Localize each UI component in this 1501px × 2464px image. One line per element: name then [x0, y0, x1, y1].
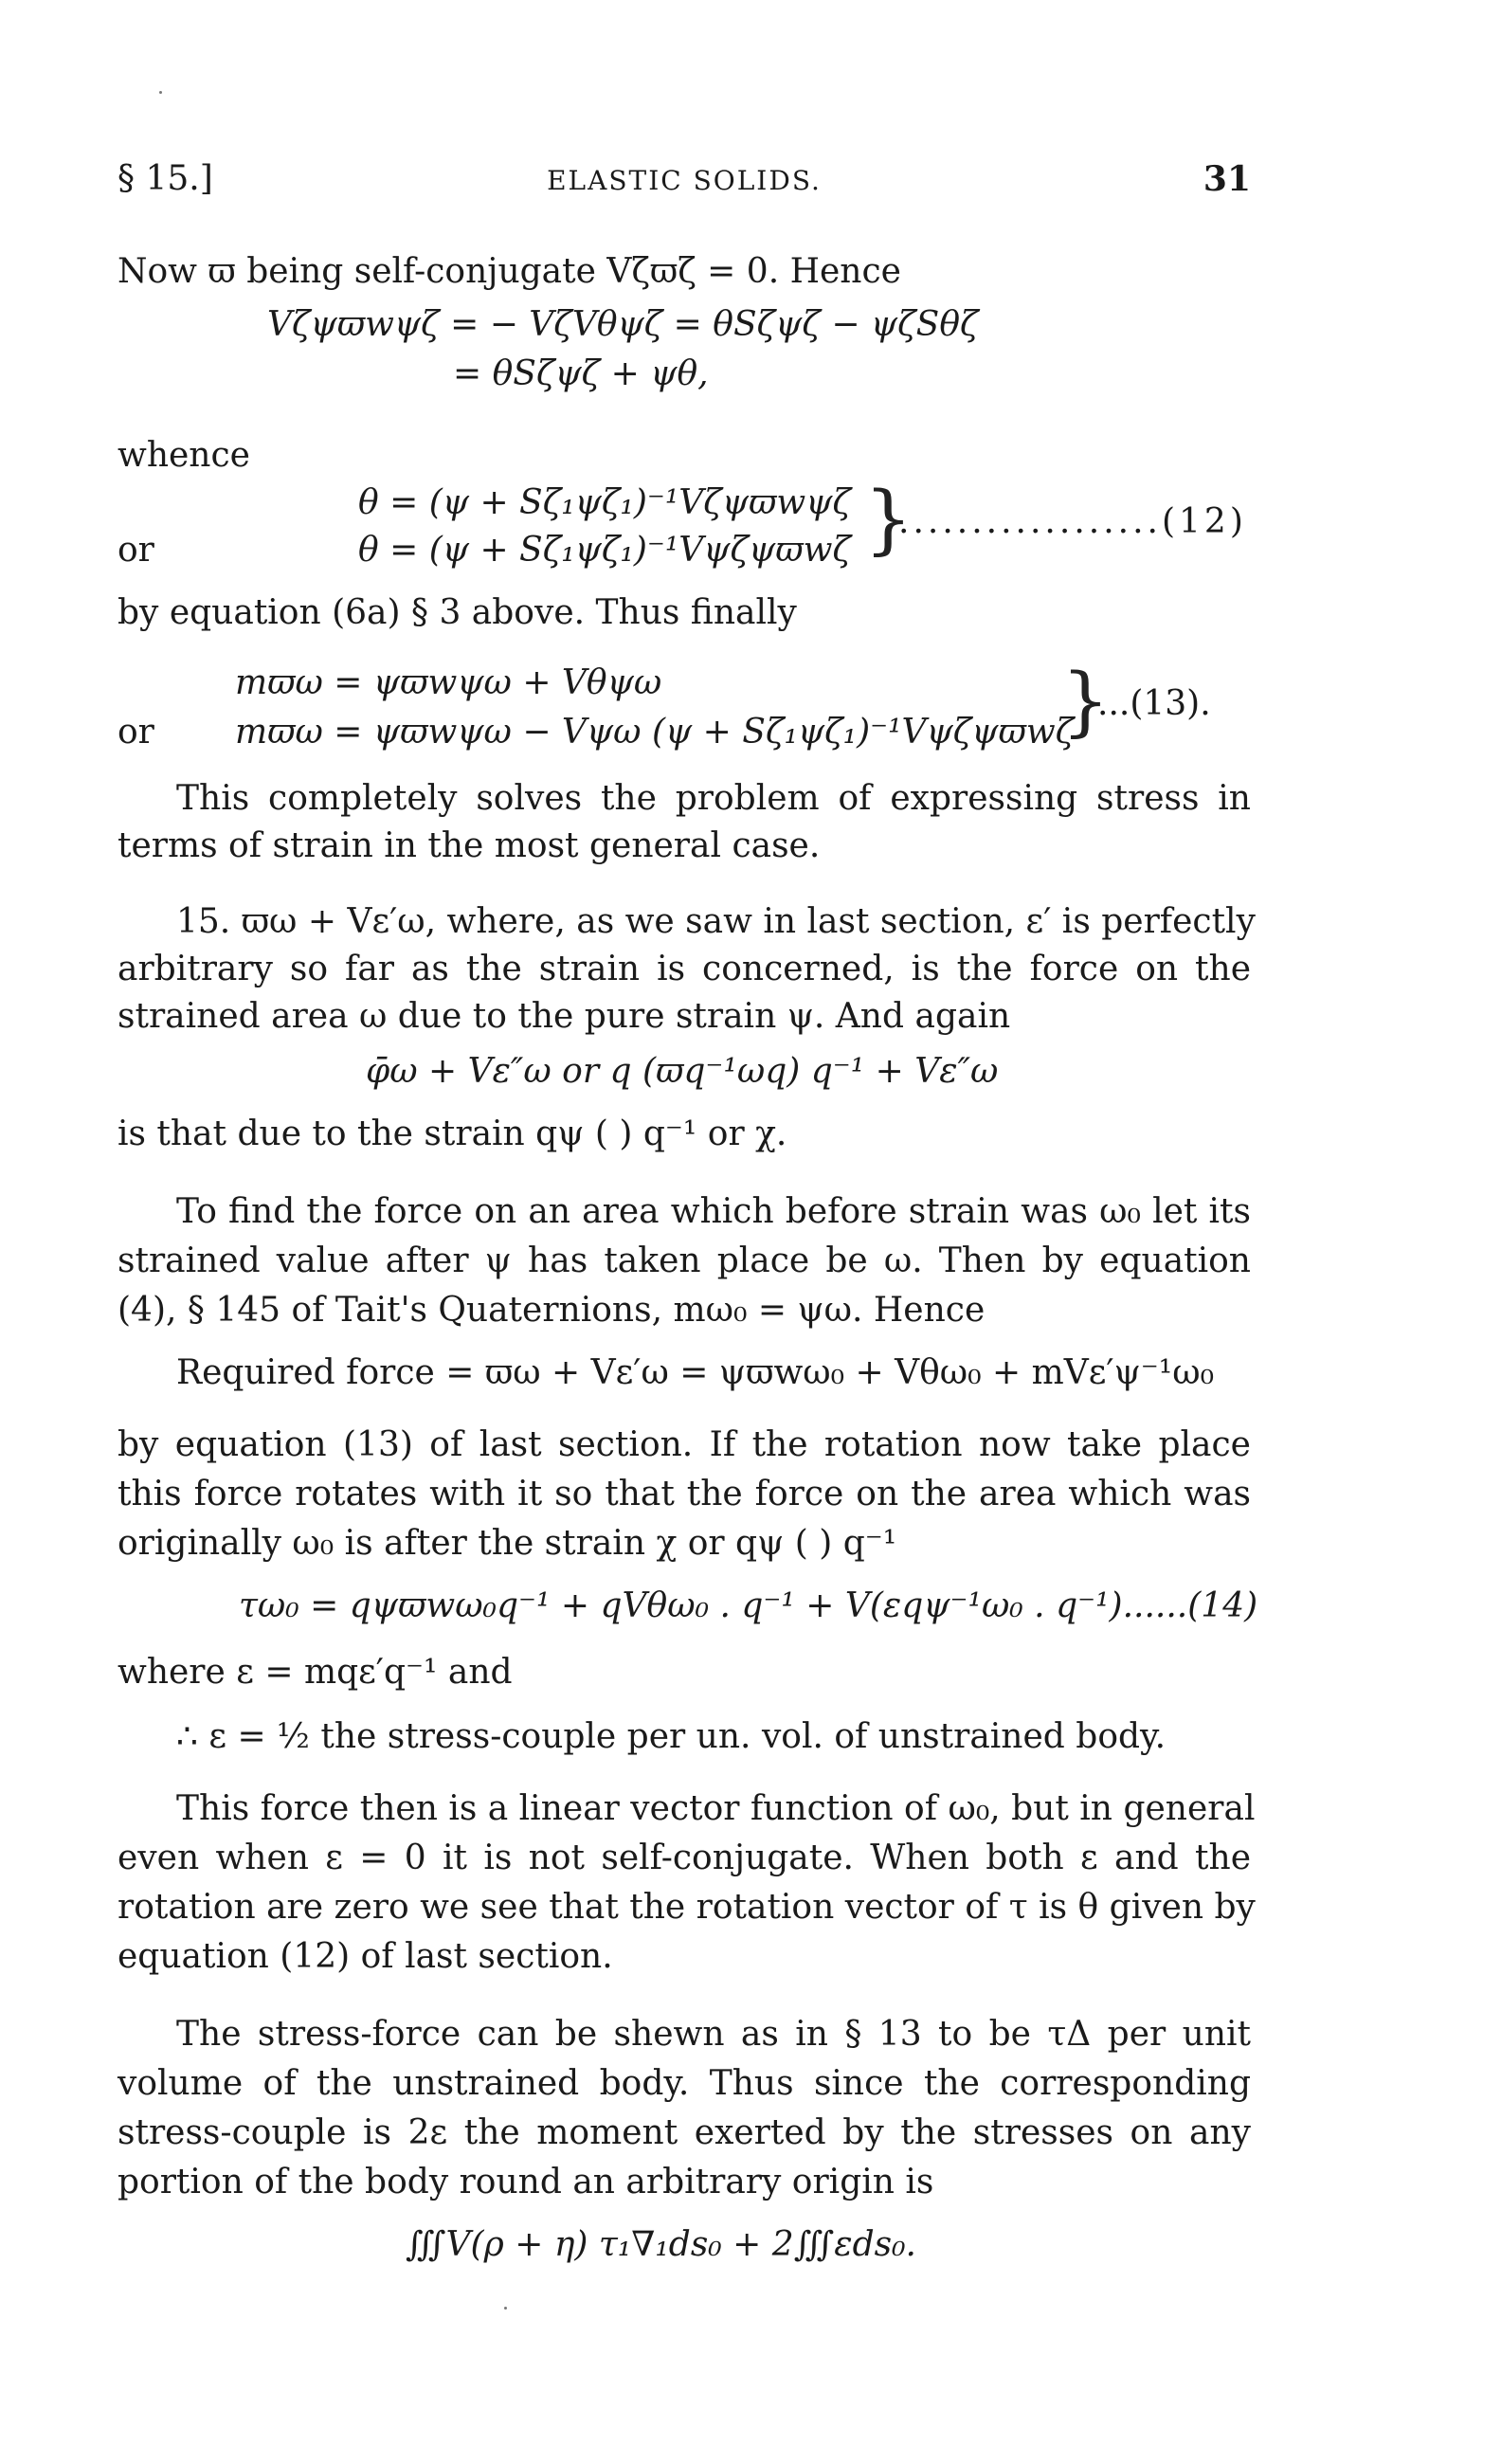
equation-line: φ̄ω + Vε″ω or q (ϖq⁻¹ωq) q⁻¹ + Vε″ω [366, 1052, 999, 1091]
paragraph-line: strained area ω due to the pure strain ψ. And again [118, 997, 1011, 1036]
equation-13b: mϖω = ψϖwψω − Vψω (ψ + Sζ₁ψζ₁)⁻¹Vψζψϖwζ [235, 713, 1075, 752]
paragraph-line: arbitrary so far as the strain is concerned, is the force on the [118, 950, 1251, 988]
paragraph-line: volume of the unstrained body. Thus since the corresponding [118, 2064, 1251, 2103]
equation-12a: θ = (ψ + Sζ₁ψζ₁)⁻¹Vζψϖwψζ [358, 483, 851, 522]
text-label: or [118, 713, 154, 752]
paragraph-line: This force then is a linear vector function of ω₀, but in general [176, 1789, 1256, 1828]
equation-line: = θSζψζ + ψθ, [453, 354, 709, 393]
equation-line: Vζψϖwψζ = − VζVθψζ = θSζψζ − ψζSθζ [267, 305, 979, 344]
text-label: or [118, 531, 154, 570]
paragraph-line: strained value after ψ has taken place be ω. Then by equation [118, 1241, 1251, 1280]
paragraph-line: even when ε = 0 it is not self-conjugate. When both ε and the [118, 1839, 1251, 1877]
paragraph-line: This completely solves the problem of expressing stress in [176, 779, 1251, 818]
paragraph-line: portion of the body round an arbitrary origin is [118, 2163, 934, 2201]
paragraph-line: ∴ ε = ½ the stress-couple per un. vol. of unstrained body. [176, 1717, 1166, 1756]
paper-speck [159, 91, 162, 94]
paragraph-line: rotation are zero we see that the rotation vector of τ is θ given by [118, 1888, 1256, 1927]
right-brace: } [864, 475, 913, 563]
running-title: ELASTIC SOLIDS. [547, 165, 822, 196]
paragraph-line: To find the force on an area which before strain was ω₀ let its [176, 1192, 1251, 1231]
text-line: Now ϖ being self-conjugate Vζϖζ = 0. Hence [118, 252, 901, 291]
equation-number-12: ..................(12) [898, 502, 1247, 541]
equation-14: τω₀ = qψϖwω₀q⁻¹ + qVθω₀ . q⁻¹ + V(εqψ⁻¹ω₀ . q⁻¹)......(14) [239, 1586, 1258, 1625]
paragraph-line: by equation (13) of last section. If the rotation now take place [118, 1425, 1251, 1464]
paragraph-line: The stress-force can be shewn as in § 13 to be τΔ per unit [176, 2015, 1251, 2054]
paragraph-line: (4), § 145 of Tait's Quaternions, mω₀ = ψω. Hence [118, 1291, 986, 1330]
paragraph-line: terms of strain in the most general case. [118, 826, 821, 865]
text-label: whence [118, 436, 250, 475]
paragraph-line: 15. ϖω + Vε′ω, where, as we saw in last section, ε′ is perfectly [176, 902, 1256, 941]
section-reference: § 15.] [118, 159, 213, 198]
equation-line: Required force = ϖω + Vε′ω = ψϖwω₀ + Vθω₀ + mVε′ψ⁻¹ω₀ [176, 1353, 1215, 1392]
equation-number-13: ...(13). [1097, 684, 1211, 723]
paragraph-line: equation (12) of last section. [118, 1937, 613, 1976]
paragraph-line: where ε = mqε′q⁻¹ and [118, 1653, 513, 1692]
text-line: by equation (6a) § 3 above. Thus finally [118, 593, 797, 632]
running-header [118, 159, 1251, 207]
paragraph-line: this force rotates with it so that the force on the area which was [118, 1475, 1251, 1513]
right-brace: } [1061, 657, 1110, 745]
paper-speck [504, 2307, 507, 2310]
equation-line: ∭V(ρ + η) τ₁∇₁ds₀ + 2∭εds₀. [406, 2225, 916, 2264]
paragraph-line: stress-couple is 2ε the moment exerted by the stresses on any [118, 2113, 1251, 2152]
equation-12b: θ = (ψ + Sζ₁ψζ₁)⁻¹Vψζψϖwζ [358, 531, 851, 570]
equation-13a: mϖω = ψϖwψω + Vθψω [235, 663, 662, 702]
page-number: 31 [1203, 159, 1251, 199]
paragraph-line: is that due to the strain qψ ( ) q⁻¹ or χ. [118, 1114, 787, 1153]
paragraph-line: originally ω₀ is after the strain χ or qψ ( ) q⁻¹ [118, 1524, 897, 1563]
